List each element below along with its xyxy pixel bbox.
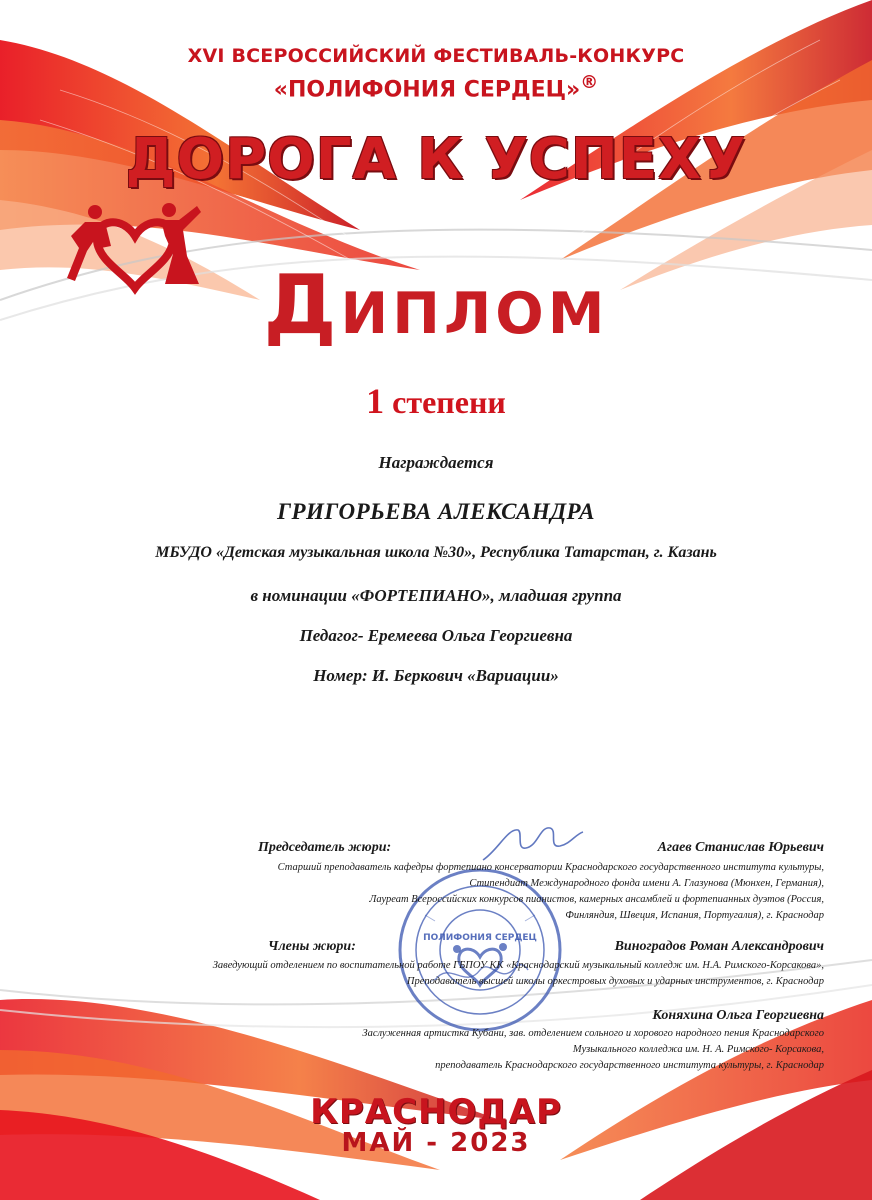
footer-city: КРАСНОДАР	[310, 1092, 562, 1132]
registered-mark: ®	[580, 72, 599, 93]
nomination: в номинации «ФОРТЕПИАНО», младшая группа	[250, 586, 622, 605]
jury-member1-name: Виноградов Роман Александрович	[614, 939, 824, 954]
degree-word: степени	[392, 384, 506, 420]
diploma-degree	[0, 382, 872, 421]
festival-name	[0, 70, 872, 103]
jury-chair-details-1: Старший преподаватель кафедры фортепиано консерватории Краснодарского государственного института культуры,	[277, 862, 824, 873]
degree-number: 1	[366, 381, 385, 421]
jury-members-label: Члены жюри:	[268, 939, 356, 954]
jury-member1-details-2: Преподаватель высшей школы оркестровых духовых и ударных инструментов, г. Краснодар	[406, 976, 824, 987]
diploma-title: Диплом	[263, 258, 609, 353]
jury-member2-details-1: Заслуженная артистка Кубани, зав. отделением сольного и хорового народного пения Краснодарского	[362, 1028, 824, 1039]
stamp-center-text: ПОЛИФОНИЯ СЕРДЕЦ	[423, 933, 537, 943]
jury-chair-details-2: Стипендиат Международного фонда имени А. Глазунова (Мюнхен, Германия),	[469, 878, 824, 889]
recipient-school: МБУДО «Детская музыкальная школа №30», Республика Татарстан, г. Казань	[155, 544, 717, 561]
festival-name-text: «ПОЛИФОНИЯ СЕРДЕЦ»	[273, 77, 581, 103]
jury-member2-details-3: преподаватель Краснодарского государственного института культуры, г. Краснодар	[435, 1060, 824, 1071]
festival-slogan: ДОРОГА К УСПЕХУ	[125, 127, 747, 192]
awarded-label: Награждается	[378, 453, 494, 472]
jury-chair-details-3: Лауреат Всероссийских конкурсов пианистов, камерных ансамблей и фортепианных дуэтов (Россия,	[369, 894, 824, 905]
teacher: Педагог- Еремеева Ольга Георгиевна	[299, 626, 573, 645]
festival-edition-title: XVI ВСЕРОССИЙСКИЙ ФЕСТИВАЛЬ-КОНКУРС	[187, 45, 685, 67]
jury-chair-details-4: Финляндия, Швеция, Испания, Португалия), г. Краснодар	[565, 910, 824, 921]
recipient-name: ГРИГОРЬЕВА АЛЕКСАНДРА	[277, 499, 595, 524]
jury-member2-details-2: Музыкального колледжа им. Н. А. Римского- Корсакова,	[572, 1044, 824, 1055]
jury-chair-label: Председатель жюри:	[258, 840, 392, 855]
jury-chair-name: Агаев Станислав Юрьевич	[657, 840, 824, 855]
jury-member1-details-1: Заведующий отделением по воспитательной работе ГБПОУ КК «Краснодарский музыкальный колледж им. Н.А. Римского-Корсакова»,	[212, 960, 824, 971]
jury-member2-name: Коняхина Ольга Георгиевна	[652, 1008, 824, 1023]
performed-piece: Номер: И. Беркович «Вариации»	[313, 666, 559, 685]
footer-date: МАЙ - 2023	[341, 1128, 531, 1158]
